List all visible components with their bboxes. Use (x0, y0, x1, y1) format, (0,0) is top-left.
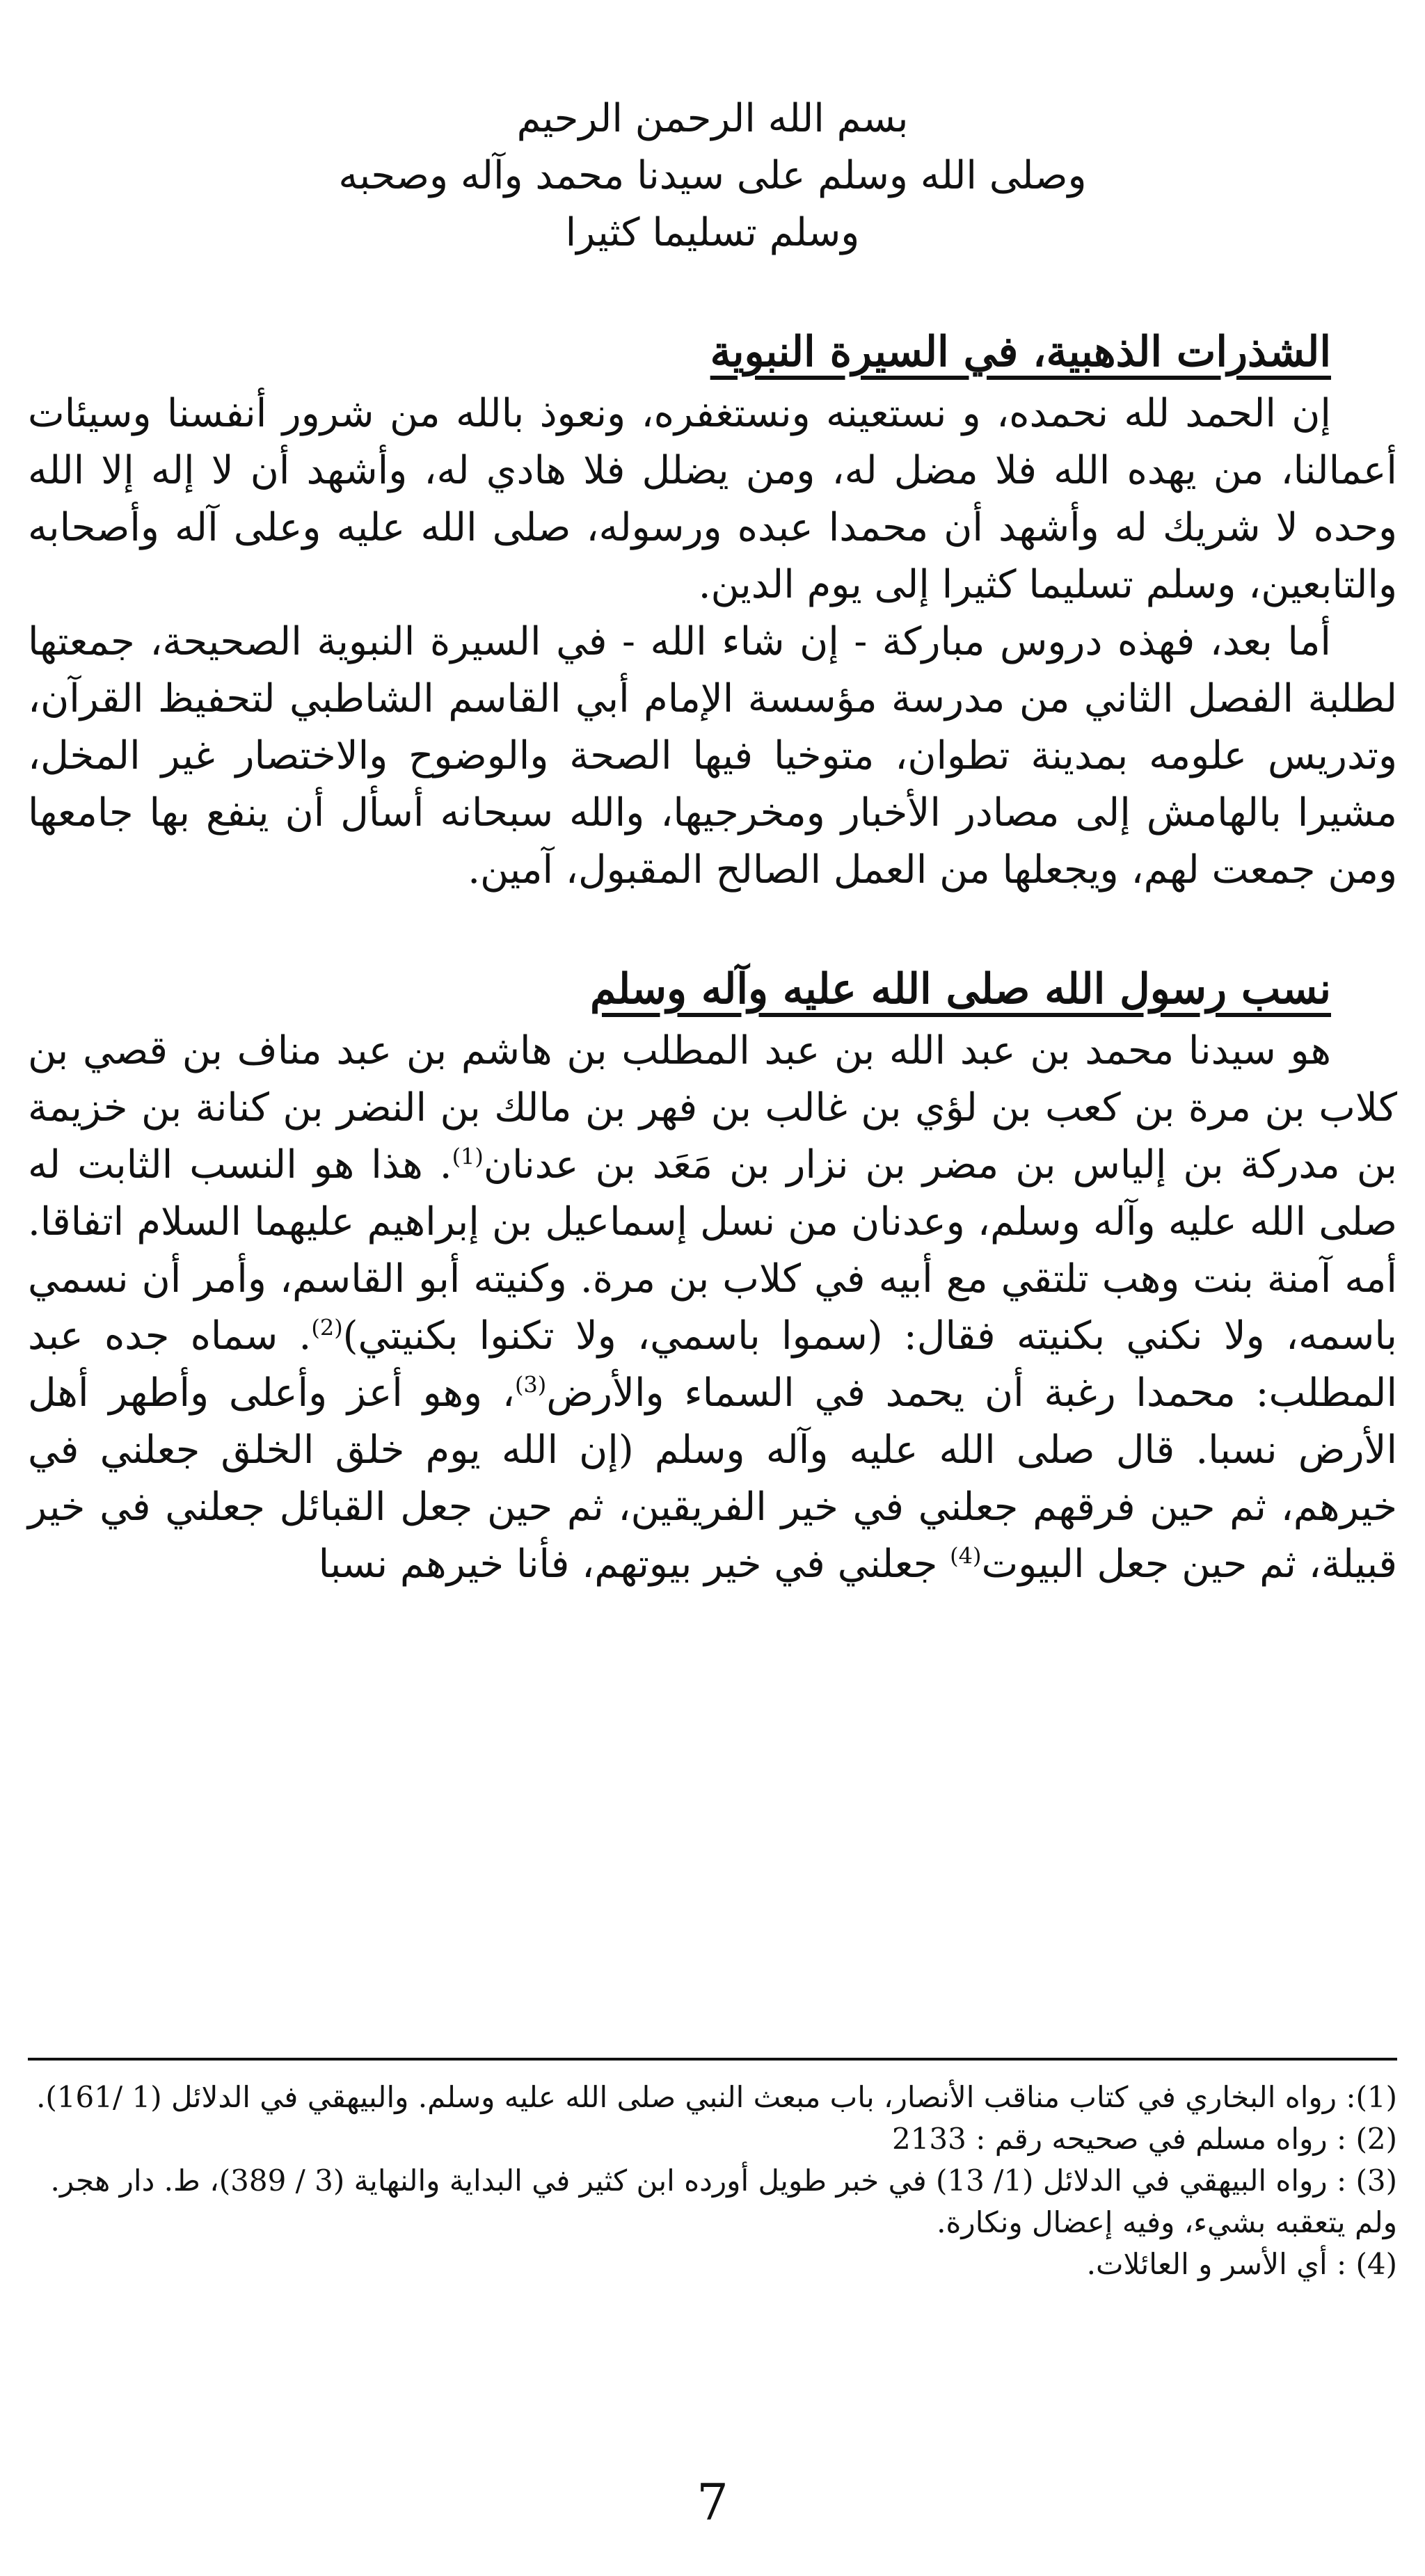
section-gap (28, 899, 1397, 956)
intro-paragraph: إن الحمد لله نحمده، و نستعينه ونستغفره، ونعوذ بالله من شرور أنفسنا وسيئات أعمالنا، من يهده الله فلا مضل له، ومن يضلل فلا هادي له، وأشهد أن لا إله إلا الله وحده لا شريك له وأشهد أن محمدا عبده ورسوله، صلى الله عليه وعلى آله وأصحابه والتابعين، وسلم تسليما كثيرا إلى يوم الدين. (28, 391, 1397, 607)
salutation-line: وصلى الله وسلم على سيدنا محمد وآله وصحبه (338, 153, 1087, 198)
basmala-line: بسم الله الرحمن الرحيم (516, 96, 909, 141)
section-heading-lineage: نسب رسول الله صلى الله عليه وآله وسلم (589, 965, 1331, 1014)
footnotes-block (28, 2077, 1397, 2285)
footnote-3: (3) : رواه البيهقي في الدلائل (1/ 13) في خبر طويل أورده ابن كثير في البداية والنهاية (3 / 389)، ط. دار هجر. ولم يتعقبه بشيء، وفيه إعضال ونكارة. (50, 2163, 1397, 2239)
footnote-2: (2) : رواه مسلم في صحيحه رقم : 2133 (891, 2122, 1397, 2156)
footnote-ref-2: (2) (311, 1314, 343, 1341)
footnote-ref-3: (3) (514, 1371, 547, 1398)
lineage-text-part-2: . هذا هو النسب الثابت له صلى الله عليه وآله وسلم، وعدنان من نسل إسماعيل بن إبراهيم عليهما السلام اتفاقا. أمه آمنة بنت وهب تلتقي مع أبيه في كلاب بن مرة. وكنيته أبو القاسم، وأمر أن نسمي باسمه، ولا نكني بكنيته فقال: (سموا باسمي، ولا تكنوا بكنيتي) (28, 1142, 1397, 1359)
footnote-4: (4) : أي الأسر و العائلات. (1086, 2247, 1397, 2281)
lineage-text-part-1: هو سيدنا محمد بن عبد الله بن عبد المطلب بن هاشم بن عبد مناف بن قصي بن كلاب بن مرة بن كعب بن لؤي بن غالب بن فهر بن مالك بن النضر بن كنانة بن خزيمة بن مدركة بن إلياس بن مضر بن نزار بن مَعَد بن عدنان (28, 1028, 1397, 1187)
lineage-paragraph (28, 1023, 1397, 1593)
basmala-block (28, 90, 1397, 262)
lineage-text-part-5: جعلني في خير بيوتهم، فأنا خيرهم نسبا (318, 1542, 950, 1587)
section-heading-golden-fragments: الشذرات الذهبية، في السيرة النبوية (710, 328, 1331, 376)
footnote-1: (1): رواه البخاري في كتاب مناقب الأنصار، باب مبعث النبي صلى الله عليه وسلم. والبيهقي في الدلائل (1 /161). (36, 2080, 1397, 2114)
footnote-divider (28, 2058, 1397, 2061)
lineage-text-part-3: . سماه جده عبد المطلب: محمدا رغبة أن يحمد في السماء والأرض (28, 1313, 1397, 1416)
purpose-paragraph: أما بعد، فهذه دروس مباركة - إن شاء الله - في السيرة النبوية الصحيحة، جمعتها لطلبة الفصل الثاني من مدرسة مؤسسة الإمام أبي القاسم الشاطبي لتحفيظ القرآن، وتدريس علومه بمدينة تطوان، متوخيا فيها الصحة والوضوح والاختصار غير المخل، مشيرا بالهامش إلى مصادر الأخبار ومخرجيها، والله سبحانه أسأل أن ينفع بها جامعها ومن جمعت لهم، ويجعلها من العمل الصالح المقبول، آمين. (28, 619, 1397, 893)
footnote-ref-4: (4) (950, 1542, 982, 1569)
lineage-text-part-4: ، وهو أعز وأعلى وأطهر أهل الأرض نسبا. قال صلى الله عليه وآله وسلم (إن الله يوم خلق الخلق جعلني في خيرهم، ثم حين فرقهم جعلني في خير الفريقين، ثم حين جعل القبائل جعلني في خير قبيلة، ثم حين جعل البيوت (28, 1370, 1397, 1587)
footnote-ref-1: (1) (452, 1143, 484, 1170)
page-number: 7 (696, 2473, 729, 2531)
salutation-line-end: وسلم تسليما كثيرا (565, 210, 860, 255)
